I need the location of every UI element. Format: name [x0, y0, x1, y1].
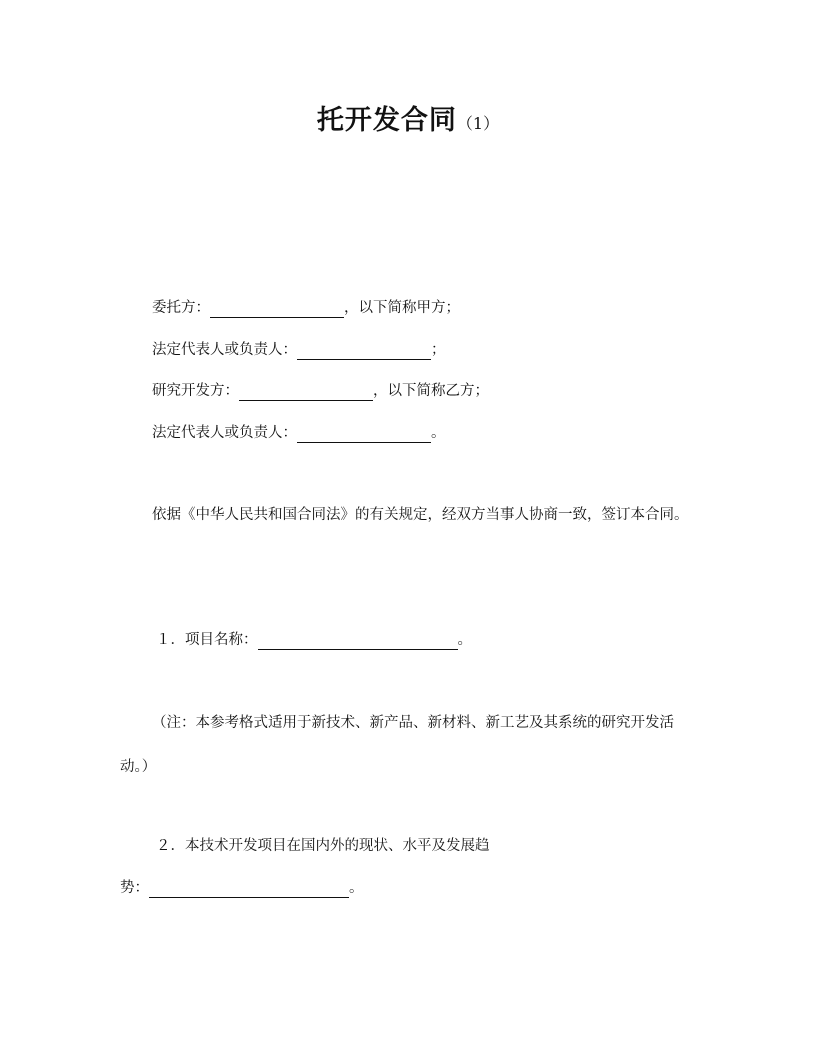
client-blank[interactable]	[210, 301, 344, 318]
preamble-paragraph: 依据《中华人民共和国合同法》的有关规定，经双方当事人协商一致，签订本合同。	[152, 507, 689, 523]
item2-line1: ２．本技术开发项目在国内外的现状、水平及发展趋	[156, 838, 490, 854]
client-line	[152, 298, 460, 318]
item1-line	[156, 630, 472, 650]
client-label: 委托方：	[152, 300, 210, 316]
developer-line	[152, 381, 489, 401]
developer-suffix: ，以下简称乙方；	[373, 383, 489, 399]
item2-suffix: 。	[349, 880, 364, 896]
client-rep-label: 法定代表人或负责人：	[152, 342, 297, 358]
client-rep-blank[interactable]	[297, 343, 431, 360]
client-rep-suffix: ；	[431, 342, 446, 358]
developer-label: 研究开发方：	[152, 383, 239, 399]
item2-label: 势：	[120, 880, 149, 896]
client-rep-line	[152, 340, 446, 360]
client-suffix: ，以下简称甲方；	[344, 300, 460, 316]
title-suffix: （1）	[456, 114, 500, 133]
developer-blank[interactable]	[239, 384, 373, 401]
developer-rep-line	[152, 423, 446, 443]
item1-blank[interactable]	[258, 633, 458, 650]
item1-suffix: 。	[457, 632, 472, 648]
developer-rep-suffix: 。	[431, 425, 446, 441]
developer-rep-label: 法定代表人或负责人：	[152, 425, 297, 441]
item2-blank[interactable]	[149, 881, 349, 898]
title-main: 托开发合同	[316, 105, 457, 136]
item2-line2	[120, 878, 364, 898]
document-title	[0, 98, 816, 137]
item1-label: １．项目名称：	[156, 632, 258, 648]
note-paragraph: （注：本参考格式适用于新技术、新产品、新材料、新工艺及其系统的研究开发活动。）	[120, 715, 674, 775]
developer-rep-blank[interactable]	[297, 426, 431, 443]
